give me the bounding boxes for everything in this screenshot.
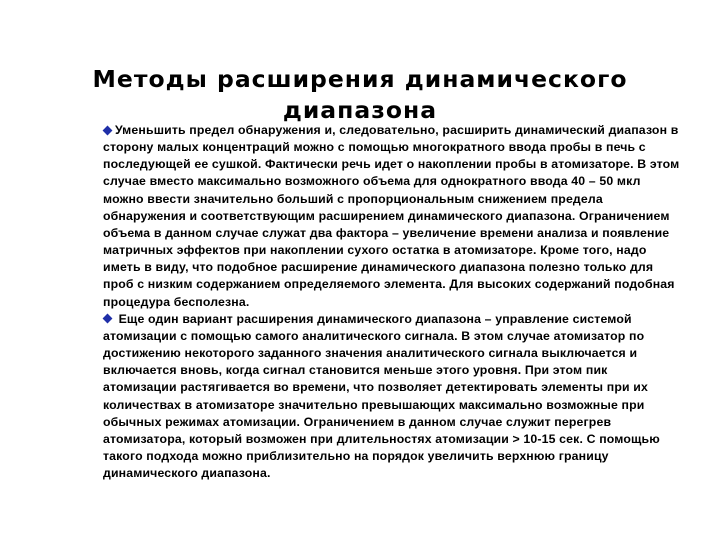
bullet-paragraph-2 (103, 311, 683, 483)
slide-body (103, 122, 683, 482)
diamond-bullet-icon (103, 125, 113, 135)
bullet-paragraph-1 (103, 122, 683, 311)
bullet-text-2: Еще один вариант расширения динамического диапазона – управление системой атомизации с помощью самого аналитического сигнала. В этом случае атомизатор по достижению некоторого заданного значения аналитического сигнала выключается и включается вновь, когда сигнал становится меньше этого уровня. При этом пик атомизации растягивается во времени, что позволяет детектировать элементы при их количествах в атомизаторе значительно превышающих максимально возможные при обычных режимах атомизации. Ограничением в данном случае служит перегрев атомизатора, который возможен при длительностях атомизации > 10-15 сек. С помощью такого подхода можно приблизительно на порядок увеличить верхнюю границу динамического диапазона. (103, 311, 660, 481)
bullet-text-1: Уменьшить предел обнаружения и, следовательно, расширить динамический диапазон в сторону малых концентраций можно с помощью многократного ввода пробы в печь с последующей ее сушкой. Фактически речь идет о накоплении пробы в атомизаторе. В этом случае вместо максимально возможного объема для однократного ввода 40 – 50 мкл можно ввести значительно больший с пропорциональным снижением предела обнаружения и соответствующим расширением динамического диапазона. Ограничением объема в данном случае служат два фактора – увеличение времени анализа и появление матричных эффектов при накоплении сухого остатка в атомизаторе. Кроме того, надо иметь в виду, что подобное расширение динамического диапазона полезно только для проб с низким содержанием определяемого элемента. Для высоких содержаний подобная процедура бесполезна. (103, 123, 680, 309)
diamond-bullet-icon (103, 314, 113, 324)
slide-title: Методы расширения динамического диапазона (92, 65, 628, 124)
